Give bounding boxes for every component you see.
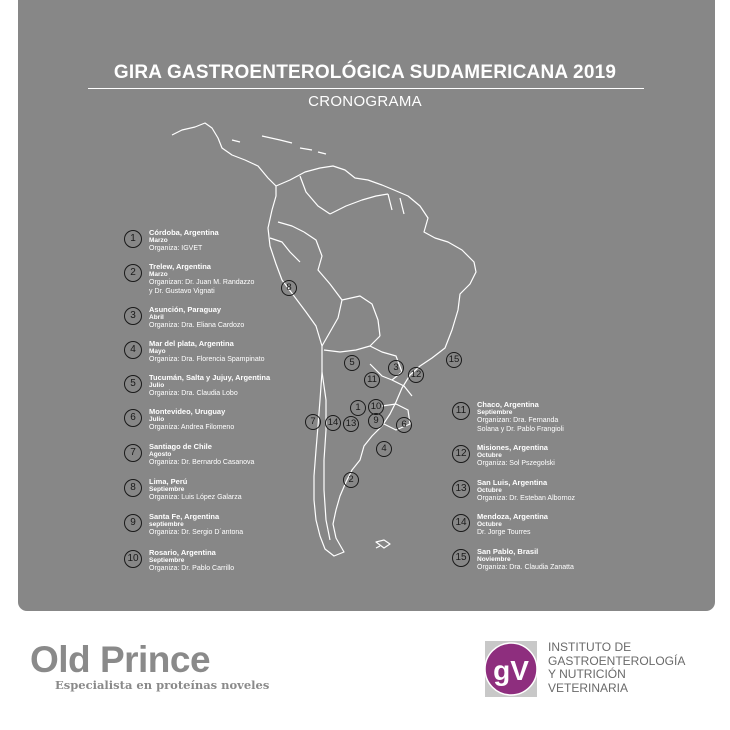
- border-bolivia-argentina: [324, 336, 380, 352]
- caribbean-island-4: [232, 140, 240, 142]
- map-marker-6: 6: [396, 417, 412, 433]
- institute-name-line1: INSTITUTO DE: [548, 640, 632, 654]
- institute-name-line2: GASTROENTEROLOGÍA: [548, 653, 686, 668]
- event-organizer: Organiza: Andrea Filomeno: [149, 424, 235, 431]
- caribbean-island-3: [318, 152, 326, 154]
- event-number-badge: 3: [124, 307, 142, 325]
- event-number-badge: 2: [124, 264, 142, 282]
- event-month: Octubre: [477, 521, 502, 528]
- event-organizer: Organiza: Sol Pszegolski: [477, 460, 555, 467]
- event-month: Mayo: [149, 348, 166, 355]
- page-title: GIRA GASTROENTEROLÓGICA SUDAMERICANA 2019: [113, 62, 617, 83]
- map-marker-1: 1: [350, 400, 366, 416]
- event-city: Santa Fe, Argentina: [149, 512, 220, 521]
- old-prince-brand: Old Prince: [30, 639, 211, 680]
- institute-emblem-text: gV: [493, 655, 529, 686]
- event-number-badge: 1: [124, 230, 142, 248]
- event-month: Julio: [149, 416, 165, 423]
- map-marker-15: 15: [446, 352, 462, 368]
- event-month: Septiembre: [149, 557, 185, 564]
- event-city: Rosario, Argentina: [149, 548, 216, 557]
- event-number-badge: 6: [124, 409, 142, 427]
- map-marker-11: 11: [364, 372, 380, 388]
- event-organizer: Organiza: Luis López Galarza: [149, 494, 242, 501]
- event-city: Asunción, Paraguay: [149, 305, 222, 314]
- event-city: Córdoba, Argentina: [149, 228, 219, 237]
- event-number-badge: 7: [124, 444, 142, 462]
- event-city: Mendoza, Argentina: [477, 512, 548, 521]
- event-city: Lima, Perú: [149, 477, 188, 486]
- event-number-badge: 10: [124, 550, 142, 568]
- map-marker-4: 4: [376, 441, 392, 457]
- institute-emblem-icon: [480, 640, 542, 698]
- map-marker-13: 13: [343, 416, 359, 432]
- event-number-badge: 5: [124, 375, 142, 393]
- event-organizer: Organizan: Dr. Juan M. Randazzo: [149, 279, 255, 286]
- event-month: Septiembre: [477, 409, 513, 416]
- event-month: Julio: [149, 382, 165, 389]
- event-organizer: Organiza: Dr. Sergio D´antona: [149, 529, 244, 536]
- event-organizer: Organiza: Dr. Pablo Carrillo: [149, 565, 235, 572]
- map-marker-7: 7: [305, 414, 321, 430]
- event-organizer: Organizan: Dra. Fernanda: [477, 417, 559, 424]
- map-marker-8: 8: [281, 280, 297, 296]
- event-city: San Pablo, Brasil: [477, 547, 539, 556]
- event-organizer: Organiza: IGVET: [149, 245, 203, 252]
- central-america-outline: [172, 123, 276, 186]
- map-marker-10: 10: [368, 399, 384, 415]
- event-city: Trelew, Argentina: [149, 262, 211, 271]
- event-organizer: Organiza: Dra. Claudia Lobo: [149, 390, 238, 397]
- event-number-badge: 4: [124, 341, 142, 359]
- event-organizer-line2: Solana y Dr. Pablo Frangioli: [477, 425, 564, 433]
- institute-name-line4: VETERINARIA: [548, 680, 629, 695]
- institute-name: [548, 641, 730, 695]
- event-number-badge: 14: [452, 514, 470, 532]
- event-city: Tucumán, Salta y Jujuy, Argentina: [149, 373, 271, 382]
- event-organizer-line2: y Dr. Gustavo Vignati: [149, 287, 215, 295]
- event-number-badge: 11: [452, 402, 470, 420]
- event-month: septiembre: [149, 521, 184, 528]
- institute-name-line3: Y NUTRICIÓN: [548, 667, 626, 681]
- falklands-outline: [376, 540, 390, 548]
- event-organizer: Organiza: Dra. Florencia Spampinato: [149, 356, 265, 363]
- event-month: Noviembre: [477, 556, 511, 563]
- border-colombia-venezuela: [300, 176, 330, 214]
- map-marker-3: 3: [388, 360, 404, 376]
- map-marker-9: 9: [368, 413, 384, 429]
- map-marker-5: 5: [344, 355, 360, 371]
- map-marker-2: 2: [343, 472, 359, 488]
- page-subtitle: CRONOGRAMA: [308, 93, 422, 110]
- event-organizer: Organiza: Dr. Bernardo Casanova: [149, 459, 255, 466]
- event-number-badge: 8: [124, 479, 142, 497]
- event-month: Agosto: [149, 451, 172, 458]
- event-number-badge: 12: [452, 445, 470, 463]
- event-month: Abril: [149, 314, 164, 321]
- event-organizer: Dr. Jorge Tourres: [477, 529, 531, 536]
- event-city: Montevideo, Uruguay: [149, 407, 226, 416]
- event-number-badge: 9: [124, 514, 142, 532]
- event-month: Marzo: [149, 271, 168, 278]
- old-prince-logo: [30, 640, 269, 692]
- border-bolivia-brazil: [342, 296, 380, 336]
- event-city: Misiones, Argentina: [477, 443, 548, 452]
- event-city: Chaco, Argentina: [477, 400, 539, 409]
- border-venezuela-brazil: [330, 194, 388, 214]
- event-city: Mar del plata, Argentina: [149, 339, 234, 348]
- event-month: Marzo: [149, 237, 168, 244]
- event-month: Octubre: [477, 452, 502, 459]
- border-guianas: [388, 194, 404, 214]
- event-city: San Luis, Argentina: [477, 478, 548, 487]
- event-organizer: Organiza: Dr. Esteban Albornoz: [477, 495, 576, 502]
- map-marker-12: 12: [408, 367, 424, 383]
- event-number-badge: 13: [452, 480, 470, 498]
- event-month: Septiembre: [149, 486, 185, 493]
- event-number-badge: 15: [452, 549, 470, 567]
- event-city: Santiago de Chile: [149, 442, 212, 451]
- event-organizer: Organiza: Dra. Claudia Zanatta: [477, 564, 574, 571]
- map-marker-14: 14: [325, 415, 341, 431]
- event-organizer: Organiza: Dra. Eliana Cardozo: [149, 322, 245, 329]
- caribbean-island-2: [300, 148, 312, 150]
- old-prince-tagline: Especialista en proteínas noveles: [55, 678, 270, 692]
- caribbean-island-1: [262, 136, 292, 143]
- event-month: Octubre: [477, 487, 502, 494]
